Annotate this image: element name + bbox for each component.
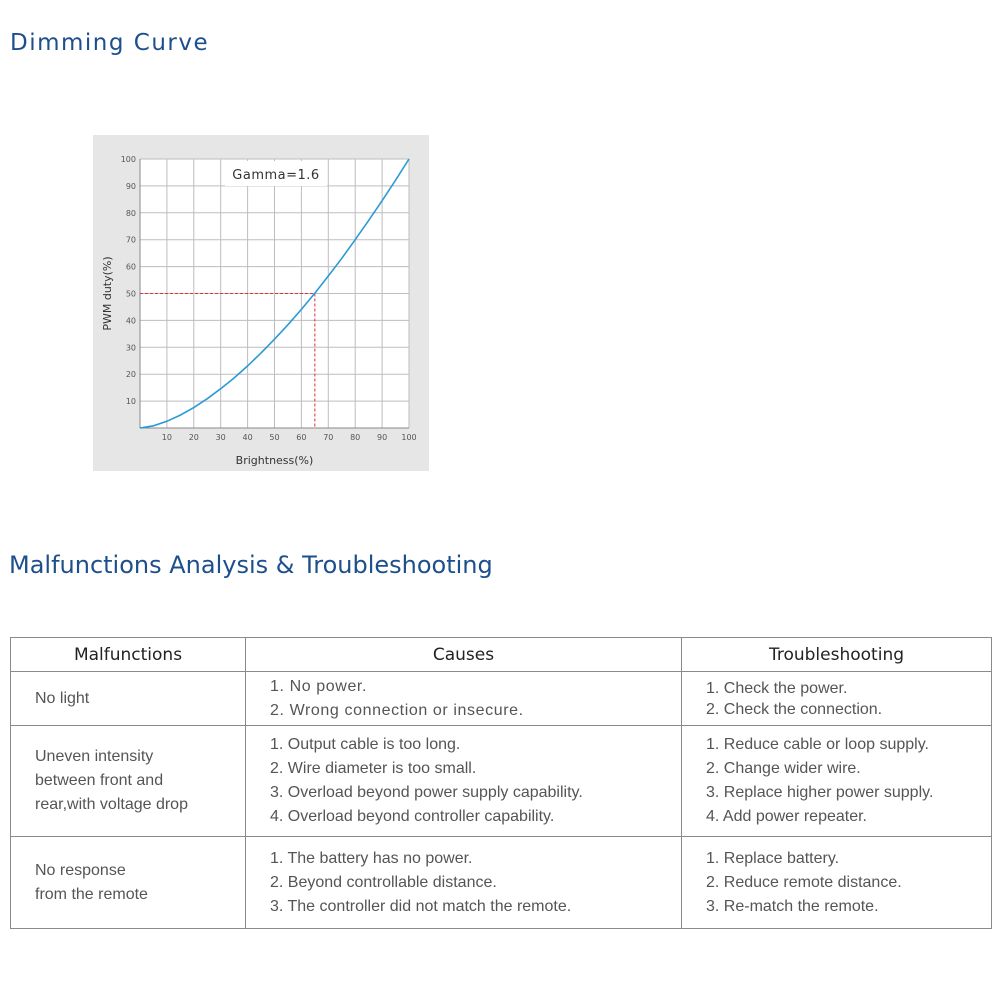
fix-item: 1. Check the power.: [706, 679, 848, 697]
y-tick-label: 100: [120, 155, 136, 164]
dimming-curve-heading: Dimming Curve: [10, 30, 210, 56]
y-tick-label: 90: [125, 181, 136, 191]
cause-item: 3. The controller did not match the remote.: [270, 897, 572, 915]
y-tick-label: 20: [125, 370, 136, 380]
malfunction-line: No light: [35, 689, 90, 707]
malfunction-line: from the remote: [35, 885, 148, 903]
x-tick-label: 50: [269, 433, 280, 442]
x-axis-title: Brightness(%): [235, 454, 314, 467]
malfunction-cell: [11, 837, 246, 929]
fix-item: 3. Replace higher power supply.: [706, 784, 934, 801]
y-tick-label: 60: [125, 262, 136, 272]
x-tick-label: 20: [188, 433, 199, 442]
x-tick-label: 100: [401, 433, 417, 442]
y-tick-label: 70: [125, 235, 136, 245]
cause-item: 1. The battery has no power.: [270, 849, 473, 867]
troubleshooting-cell: [682, 837, 992, 929]
cause-item: 1. Output cable is too long.: [270, 736, 461, 753]
y-tick-label: 50: [125, 289, 136, 299]
header-troubleshooting: Troubleshooting: [682, 638, 992, 672]
x-tick-label: 70: [323, 433, 334, 442]
causes-cell: [246, 837, 682, 929]
fix-item: 2. Reduce remote distance.: [706, 873, 902, 891]
malfunction-cell: [11, 726, 246, 837]
y-tick-label: 80: [125, 208, 136, 218]
fix-item: 1. Replace battery.: [706, 849, 840, 867]
table-row: [11, 726, 992, 837]
x-tick-label: 10: [161, 433, 172, 442]
x-tick-label: 60: [296, 433, 307, 442]
x-tick-label: 90: [377, 433, 388, 442]
troubleshooting-cell: [682, 726, 992, 837]
y-axis-title: PWM duty(%): [101, 256, 114, 331]
cause-item: 2. Wire diameter is too small.: [270, 760, 477, 777]
y-tick-label: 30: [125, 343, 136, 353]
causes-cell: [246, 726, 682, 837]
fix-item: 2. Change wider wire.: [706, 760, 861, 777]
troubleshooting-table: [10, 637, 992, 929]
fix-item: 2. Check the connection.: [706, 700, 883, 718]
cause-item: 2. Beyond controllable distance.: [270, 873, 497, 891]
malfunction-line: Uneven intensity: [35, 748, 154, 765]
troubleshooting-cell: [682, 672, 992, 726]
table-header-row: [11, 638, 992, 672]
cause-item: 4. Overload beyond controller capability.: [270, 808, 555, 825]
malfunction-line: rear,with voltage drop: [35, 796, 188, 813]
y-tick-label: 10: [125, 397, 136, 407]
malfunction-cell: [11, 672, 246, 726]
causes-cell: [246, 672, 682, 726]
x-tick-label: 40: [242, 433, 253, 442]
fix-item: 3. Re-match the remote.: [706, 897, 879, 915]
table-row: [11, 837, 992, 929]
table-row: [11, 672, 992, 726]
header-malfunctions: Malfunctions: [11, 638, 246, 672]
fix-item: 1. Reduce cable or loop supply.: [706, 736, 929, 753]
x-tick-label: 80: [350, 433, 361, 442]
malfunction-line: No response: [35, 861, 126, 879]
x-tick-label: 30: [215, 433, 226, 442]
cause-item: 2. Wrong connection or insecure.: [270, 701, 524, 719]
malfunctions-heading: Malfunctions Analysis & Troubleshooting: [9, 551, 493, 579]
dimming-chart-panel: [93, 135, 429, 471]
y-tick-label: 40: [125, 316, 136, 326]
fix-item: 4. Add power repeater.: [706, 808, 867, 825]
malfunction-line: between front and: [35, 772, 164, 789]
cause-item: 1. No power.: [270, 677, 368, 695]
header-causes: Causes: [246, 638, 682, 672]
cause-item: 3. Overload beyond power supply capability.: [270, 784, 583, 801]
dimming-chart: [93, 135, 429, 471]
gamma-annotation: Gamma=1.6: [232, 168, 320, 183]
